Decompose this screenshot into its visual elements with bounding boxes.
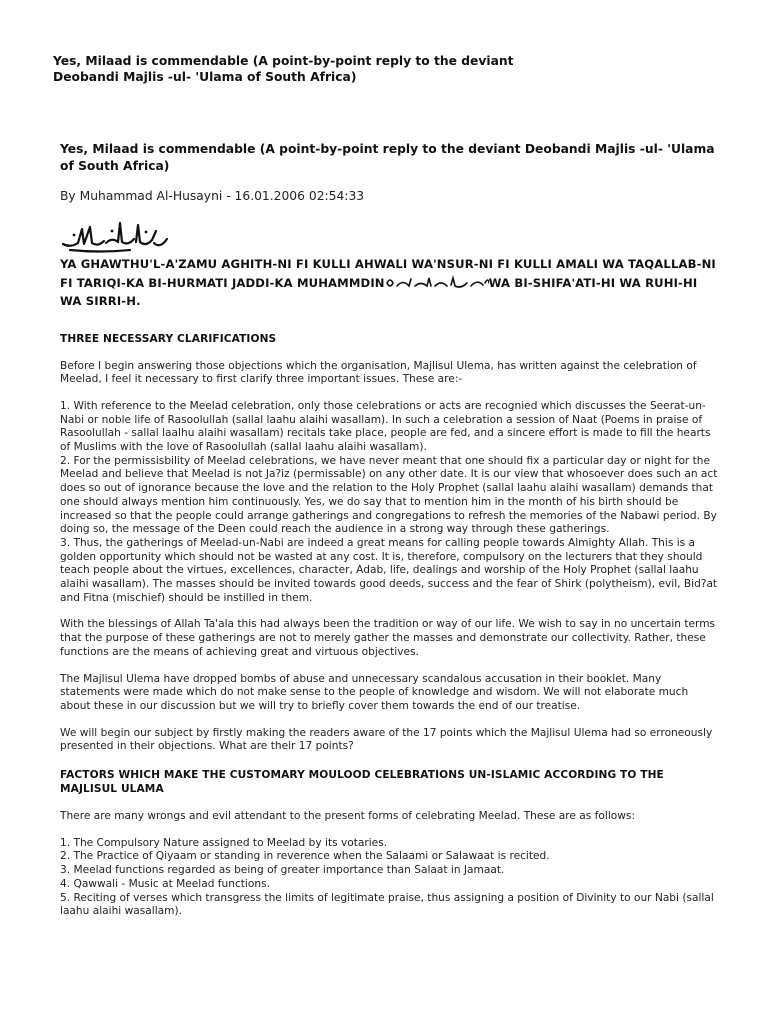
article-byline: By Muhammad Al-Husayni - 16.01.2006 02:54:33 <box>60 189 365 203</box>
document-title: Yes, Milaad is commendable (A point-by-point reply to the deviant Deobandi Majlis -ul- 'Ulama of South Africa) <box>53 54 514 84</box>
paragraph-intro: Before I begin answering those objections which the organisation, Majlisul Ulema, has written against the celebration of Meelad, I feel it necessary to first clarify three important issues. These are:- <box>60 359 697 386</box>
list-item: 4. Qawwali - Music at Meelad functions. <box>60 877 270 890</box>
paragraph-factors-intro: There are many wrongs and evil attendant to the present forms of celebrating Meelad. These are as follows: <box>60 810 636 823</box>
list-item: 1. The Compulsory Nature assigned to Meelad by its votaries. <box>60 836 388 849</box>
section-heading-factors: FACTORS WHICH MAKE THE CUSTOMARY MOULOOD CELEBRATIONS UN-ISLAMIC ACCORDING TO THE MAJLISUL ULAMA <box>60 769 664 796</box>
list-item: 2. The Practice of Qiyaam or standing in reverence when the Salaami or Salawaat is recited. <box>60 850 550 863</box>
paragraph-bombs: The Majlisul Ulema have dropped bombs of abuse and unnecessary scandalous accusation in their booklet. Many statements were made which do not make sense to the people of knowledge and wisdom. We will not elaborate much about these in our discussion but we will try to briefly cover them towards the end of our treatise. <box>60 672 689 712</box>
list-item: 3. Meelad functions regarded as being of greater importance than Salaat in Jamaat. <box>60 864 505 877</box>
salawat-calligraphy-icon <box>385 275 489 291</box>
list-item: 5. Reciting of verses which transgress the limits of legitimate praise, thus assigning a position of Divinity to our Nabi (sallal laahu alaihi wasallam). <box>60 891 714 918</box>
dua-part-2: WA BI-SHIFA'ATI-HI WA RUHI-HI WA SIRRI-H. <box>60 275 698 308</box>
paragraph-point-1: 1. With reference to the Meelad celebration, only those celebrations or acts are recognied which discusses the Seerat-un-Nabi or noble life of Rasoolullah (sallal laahu alaihi wasallam). In such a celebration a session of Naat (Poems in praise of Rasoolullah - sallal laalhu alaihi wasallam) recitals take place, people are fed, and a sincere effort is made to fill the hearts of Muslims with the love of Rasoolullah (sallal laahu alaihi wasallam). <box>60 399 711 454</box>
section-heading-clarifications: THREE NECESSARY CLARIFICATIONS <box>60 332 277 345</box>
bismillah-calligraphy-icon <box>60 217 170 253</box>
paragraph-begin: We will begin our subject by firstly making the readers aware of the 17 points which the Majlisul Ulema had so erroneously presented in their objections. What are their 17 points? <box>60 726 713 753</box>
article-title: Yes, Milaad is commendable (A point-by-point reply to the deviant Deobandi Majlis -ul- 'Ulama of South Africa) <box>60 142 715 173</box>
dua-part-1: YA GHAWTHU'L-A'ZAMU AGHITH-NI FI KULLI AHWALI WA'NSUR-NI FI KULLI AMALI WA TAQALLAB-NI FI TARIQI-KA BI-HURMATI JADDI-KA MUHAMMDIN <box>60 257 716 290</box>
paragraph-point-3: 3. Thus, the gatherings of Meelad-un-Nabi are indeed a great means for calling people towards Almighty Allah. This is a golden opportunity which should not be wasted at any cost. It is, therefore, compulsory on the lecturers that they should teach people about the virtues, excellences, character, Adab, life, dealings and worship of the Holy Prophet (sallal laahu alaihi wasallam). The masses should be invited towards good deeds, success and the fear of Shirk (polytheism), evil, Bid?at and Fitna (mischief) should be instilled in them. <box>60 536 718 604</box>
paragraph-point-2: 2. For the permissisbility of Meelad celebrations, we have never meant that one should fix a particular day or night for the Meelad and believe that Meelad is not Ja?iz (permissable) on any other date. It is our view that whosoever does such an act does so out of ignorance because the love and the relation to the Holy Prophet (sallal laahu alaihi wasallam) demands that one should always mention him continuously. Yes, we do say that to mention him in the month of his birth should be increased so that the people could arrange gatherings and congregations to refresh the memories of the Nabawi period. By doing so, the message of the Deen could reach the audience in a strong way through these gatherings. <box>60 454 718 536</box>
paragraph-tradition: With the blessings of Allah Ta'ala this had always been the tradition or way of our life. We wish to say in no uncertain terms that the purpose of these gatherings are not to merely gather the masses and demonstrate our collectivity. Rather, these functions are the means of achieving great and virtuous objectives. <box>60 618 716 658</box>
dua-text <box>60 255 720 311</box>
article-body <box>60 141 720 919</box>
